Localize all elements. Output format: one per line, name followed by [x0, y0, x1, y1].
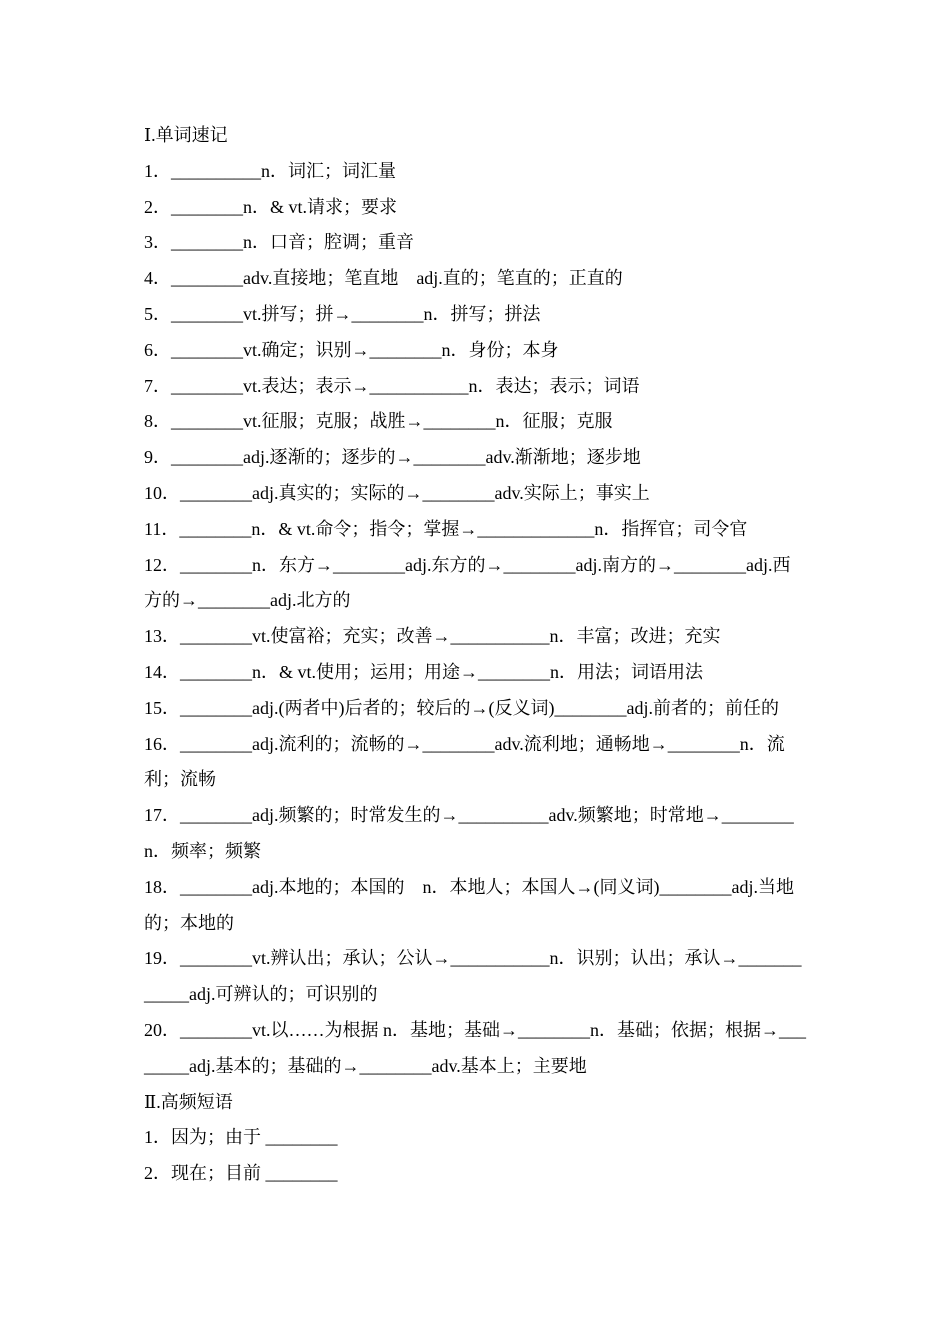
vocabulary-item: 11．________n．& vt.命令；指令；掌握→_____________n．指挥官；司令官 — [144, 518, 748, 539]
section-title-phrases: Ⅱ.高频短语 — [144, 1091, 233, 1112]
vocabulary-item: 2．________n．& vt.请求；要求 — [144, 196, 398, 217]
vocabulary-item: 16．________adj.流利的；流畅的→________adv.流利地；通畅地→________n．流利；流畅 — [144, 733, 785, 790]
vocabulary-item: 4．________adv.直接地；笔直地 adj.直的；笔直的；正直的 — [144, 268, 623, 289]
vocabulary-item: 6．________vt.确定；识别→________n．身份；本身 — [144, 339, 559, 360]
vocabulary-item: 17．________adj.频繁的；时常发生的→__________adv.频繁地；时常地→________n．频率；频繁 — [144, 805, 794, 861]
vocabulary-item: 10．________adj.真实的；实际的→________adv.实际上；事实上 — [144, 482, 650, 503]
vocabulary-list — [144, 154, 807, 1085]
vocabulary-item: 20．________vt.以……为根据 n．基地；基础→________n．基础；依据；根据→________adj.基本的；基础的→________adv.基本上；主要地 — [144, 1019, 806, 1076]
vocabulary-item: 8．________vt.征服；克服；战胜→________n．征服；克服 — [144, 411, 613, 432]
phrase-item: 2．现在；目前 ________ — [144, 1163, 338, 1184]
vocabulary-item: 19．________vt.辨认出；承认；公认→___________n．识别；认出；承认→____________adj.可辨认的；可识别的 — [144, 948, 802, 1005]
vocabulary-item: 5．________vt.拼写；拼→________n．拼写；拼法 — [144, 303, 541, 324]
vocabulary-item: 18．________adj.本地的；本国的 n．本地人；本国人→(同义词)________adj.当地的；本地的 — [144, 876, 794, 933]
worksheet-content — [144, 118, 807, 1192]
vocabulary-item: 1．__________n．词汇；词汇量 — [144, 160, 396, 181]
vocabulary-item: 9．________adj.逐渐的；逐步的→________adv.渐渐地；逐步地 — [144, 447, 641, 468]
vocabulary-item: 13．________vt.使富裕；充实；改善→___________n．丰富；改进；充实 — [144, 626, 721, 647]
vocabulary-item: 15．________adj.(两者中)后者的；较后的→(反义词)________adj.前者的；前任的 — [144, 697, 779, 718]
vocabulary-item: 12．________n．东方→________adj.东方的→________adj.南方的→________adj.西方的→________adj.北方的 — [144, 554, 791, 611]
phrase-item: 1．因为；由于 ________ — [144, 1127, 338, 1148]
vocabulary-item: 14．________n．& vt.使用；运用；用途→________n．用法；词语用法 — [144, 661, 704, 682]
section-title-vocabulary: Ⅰ.单词速记 — [144, 125, 228, 145]
vocabulary-item: 3．________n．口音；腔调；重音 — [144, 232, 414, 253]
phrases-list — [144, 1120, 807, 1192]
vocabulary-item: 7．________vt.表达；表示→___________n．表达；表示；词语 — [144, 375, 640, 396]
